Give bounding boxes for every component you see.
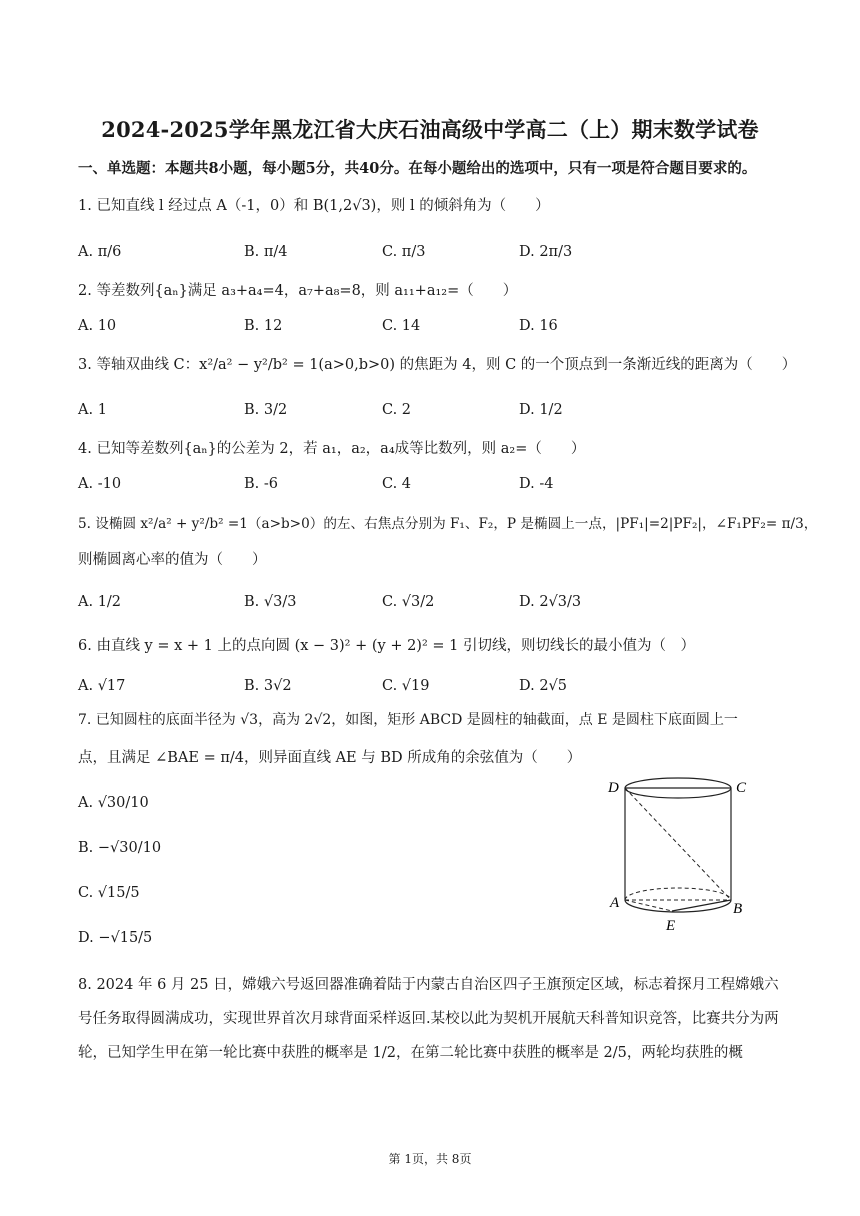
question-1: 1. 已知直线 l 经过点 A（-1，0）和 B(1,2√3)，则 l 的倾斜角为（ ） — [78, 198, 550, 214]
q7-option-a: A. √30/10 — [78, 795, 149, 811]
label-b: B — [733, 901, 743, 917]
section-heading: 一、单选题：本题共8小题，每小题5分，共40分。在每小题给出的选项中，只有一项是符合题目要求的。 — [78, 160, 757, 177]
q5-option-c: C. √3/2 — [382, 594, 435, 610]
q1-option-c: C. π/3 — [382, 244, 426, 260]
question-3: 3. 等轴双曲线 C：x²/a² − y²/b² = 1(a>0,b>0) 的焦距为 4，则 C 的一个顶点到一条渐近线的距离为（ ） — [78, 357, 797, 373]
q1-option-b: B. π/4 — [244, 244, 288, 260]
question-6: 6. 由直线 y = x + 1 上的点向圆 (x − 3)² + (y + 2)² = 1 引切线，则切线长的最小值为（ ） — [78, 638, 695, 654]
q2-option-b: B. 12 — [244, 318, 283, 334]
q5-option-b: B. √3/3 — [244, 594, 297, 610]
q2-option-c: C. 14 — [382, 318, 421, 334]
q5-option-d: D. 2√3/3 — [519, 594, 582, 610]
q4-option-d: D. -4 — [519, 476, 554, 492]
label-d: D — [608, 780, 619, 796]
question-7-continued: 点，且满足 ∠BAE = π/4，则异面直线 AE 与 BD 所成角的余弦值为（ ） — [78, 750, 582, 766]
question-7: 7. 已知圆柱的底面半径为 √3，高为 2√2，如图，矩形 ABCD 是圆柱的轴截面，点 E 是圆柱下底面圆上一 — [78, 712, 738, 728]
label-a: A — [610, 895, 620, 911]
q2-option-a: A. 10 — [78, 318, 117, 334]
q4-option-b: B. -6 — [244, 476, 278, 492]
q3-option-a: A. 1 — [78, 402, 107, 418]
q3-option-b: B. 3/2 — [244, 402, 288, 418]
q3-option-c: C. 2 — [382, 402, 412, 418]
q5-option-a: A. 1/2 — [78, 594, 122, 610]
label-c: C — [736, 780, 747, 796]
q6-option-c: C. √19 — [382, 678, 430, 694]
question-5-continued: 则椭圆离心率的值为（ ） — [78, 552, 267, 568]
q7-option-c: C. √15/5 — [78, 885, 140, 901]
label-e: E — [666, 918, 676, 934]
cylinder-figure — [600, 770, 770, 940]
q1-option-a: A. π/6 — [78, 244, 122, 260]
q1-option-d: D. 2π/3 — [519, 244, 573, 260]
q7-option-d: D. −√15/5 — [78, 930, 153, 946]
question-5: 5. 设椭圆 x²/a² + y²/b² =1（a>b>0）的左、右焦点分别为 F₁、F₂，P 是椭圆上一点，|PF₁|=2|PF₂|，∠F₁PF₂= π/3， — [78, 516, 818, 532]
q6-option-a: A. √17 — [78, 678, 126, 694]
q3-option-d: D. 1/2 — [519, 402, 563, 418]
q7-option-b: B. −√30/10 — [78, 840, 162, 856]
q4-option-c: C. 4 — [382, 476, 412, 492]
question-2: 2. 等差数列{aₙ}满足 a₃+a₄=4，a₇+a₈=8，则 a₁₁+a₁₂=（ ） — [78, 283, 518, 299]
q6-option-d: D. 2√5 — [519, 678, 568, 694]
question-8: 8. 2024 年 6 月 25 日，嫦娥六号返回器准确着陆于内蒙古自治区四子王旗预定区域，标志着探月工程嫦娥六号任务取得圆满成功，实现世界首次月球背面采样返回.某校以此为契机开展航天科普知识竞答，比赛共分为两轮，已知学生甲在第一轮比赛中获胜的概率是 1/2，在第二轮比赛中获胜的概率是 2/5，两轮均获胜的概 — [78, 977, 779, 1061]
question-4: 4. 已知等差数列{aₙ}的公差为 2，若 a₁，a₂，a₄成等比数列，则 a₂=（ ） — [78, 441, 586, 457]
page-title: 2024-2025学年黑龙江省大庆石油高级中学高二（上）期末数学试卷 — [101, 117, 759, 142]
q6-option-b: B. 3√2 — [244, 678, 292, 694]
q4-option-a: A. -10 — [78, 476, 122, 492]
q2-option-d: D. 16 — [519, 318, 558, 334]
page-footer: 第 1页，共 8页 — [388, 1152, 472, 1166]
